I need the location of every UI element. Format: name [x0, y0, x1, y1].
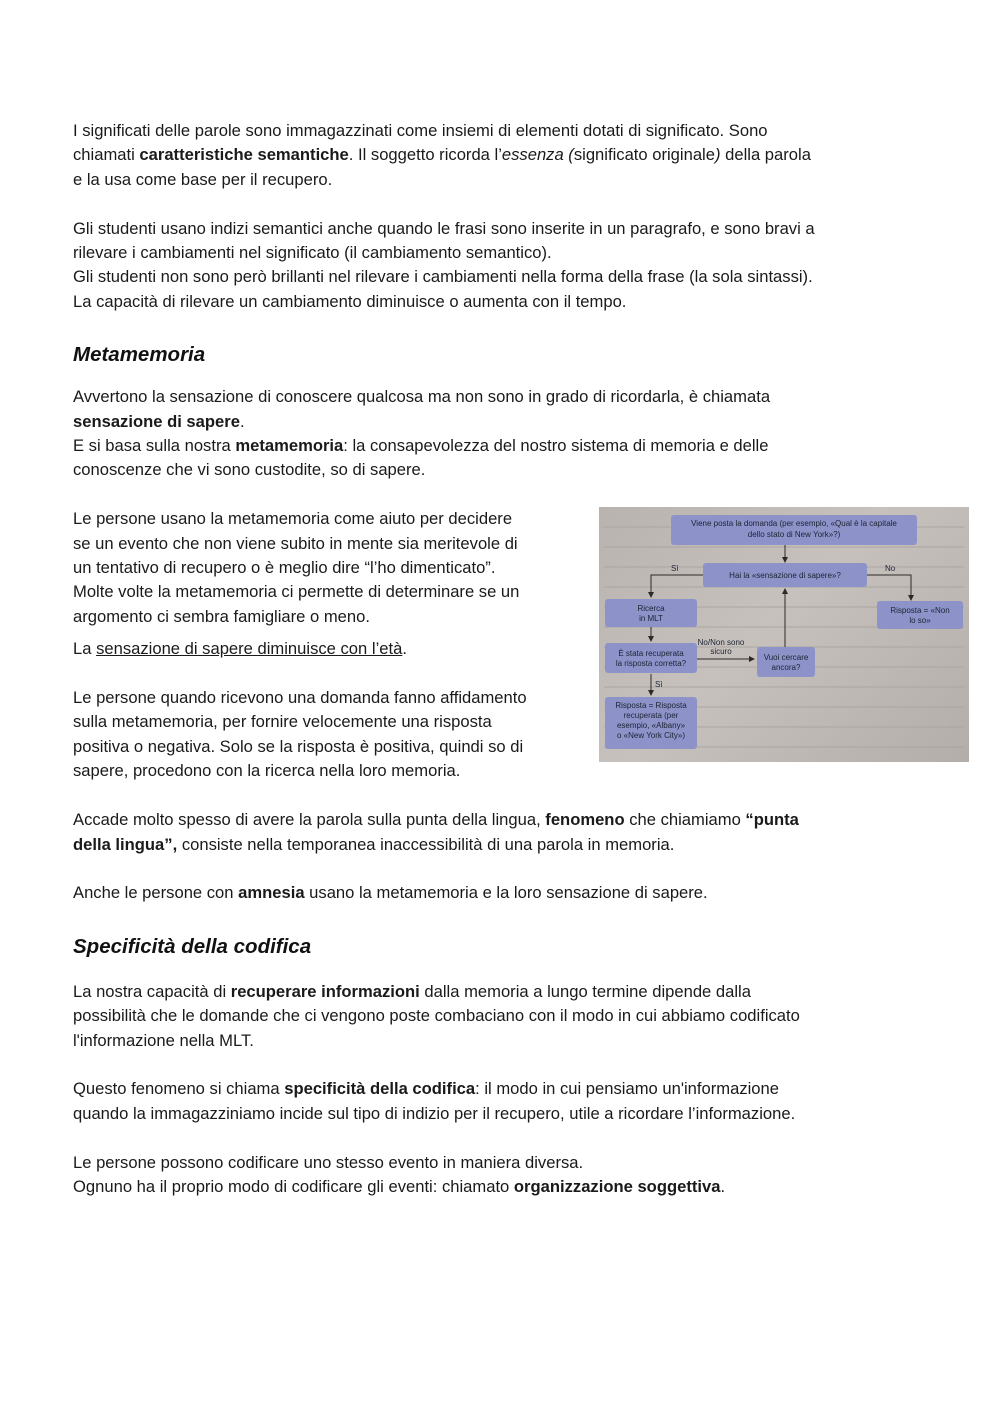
paragraph-encoding-specificity: Questo fenomeno si chiama specificità della codifica: il modo in cui pensiamo un'informazione quando la immagazziniamo incide sul tipo di indizio per il recupero, utile a ricordare l’informazione. — [73, 1079, 796, 1123]
svg-text:Sì — [671, 564, 679, 573]
svg-text:No/Non sono — [698, 638, 745, 647]
flowchart-svg — [599, 507, 969, 762]
no-label: No — [885, 564, 896, 574]
paragraph-tip-of-tongue: Accade molto spesso di avere la parola sulla punta della lingua, fenomeno che chiamiamo “punta della lingua”, consiste nella temporanea inaccessibilità di una parola in memoria. — [73, 810, 799, 854]
svg-text:la risposta corretta?: la risposta corretta? — [615, 659, 687, 669]
paragraph-subjective-organization: Le persone possono codificare uno stesso evento in maniera diversa. Ognuno ha il proprio modo di codificare gli eventi: chiamato organizzazione soggettiva. — [73, 1152, 726, 1196]
feeling-of-knowing-label: Hai la «sensazione di sapere»? — [729, 571, 841, 581]
feeling-of-knowing-flowchart — [599, 507, 969, 762]
heading-specificita-codifica: Specificità della codifica — [73, 934, 312, 958]
svg-text:sicuro — [710, 647, 732, 656]
svg-text:Risposta = Risposta: Risposta = Risposta — [615, 701, 687, 711]
paragraph-semantic-features: I significati delle parole sono immagazzinati come insiemi di elementi dotati di significato. Sono chiamati caratteristiche semantiche. Il soggetto ricorda l’essenza (significato originale) della parola e la usa come base per il recupero. — [73, 121, 811, 189]
yes-label-2: Sì — [655, 680, 663, 690]
svg-text:Hai la «sensazione di sapere»? — [729, 571, 841, 580]
paragraph-age-decline: La sensazione di sapere diminuisce con l’età. — [73, 639, 407, 659]
svg-text:Sì — [655, 680, 663, 689]
paragraph-retrieval: La nostra capacità di recuperare informazioni dalla memoria a lungo termine dipende dalla possibilità che le domande che ci vengono poste combaciano con il modo in cui abbiamo codificato l'informazione nella MLT. — [73, 981, 800, 1050]
paragraph-metamemory-decision: Le persone usano la metamemoria come aiuto per decidere se un evento che non viene subito in mente sia meritevole di un tentativo di recupero o è meglio dire “l’ho dimenticato”. Molte volte la metamemoria ci permette di determinare se un argomento ci sembra famigliare o meno. — [73, 509, 520, 626]
unsure-label-line1: No/Non sono — [697, 638, 745, 648]
svg-text:o «New York City»): o «New York City») — [616, 731, 686, 741]
svg-text:in MLT: in MLT — [639, 614, 663, 624]
svg-text:Vuoi cercare: Vuoi cercare — [763, 653, 809, 663]
term-metamemoria: metamemoria — [235, 436, 344, 456]
svg-text:recuperata (per: recuperata (per — [623, 711, 679, 721]
svg-text:Risposta = «Non: Risposta = «Non — [890, 606, 950, 616]
try-again-box — [757, 647, 815, 677]
heading-metamemoria: Metamemoria — [73, 343, 206, 367]
retrieved-check-box — [605, 643, 697, 673]
term-caratteristiche-semantiche: caratteristiche semantiche — [139, 145, 349, 165]
paragraph-amnesia: Anche le persone con amnesia usano la metamemoria e la loro sensazione di sapere. — [73, 883, 708, 903]
unsure-label-line2: sicuro — [710, 647, 732, 657]
svg-text:No — [885, 564, 896, 573]
svg-text:Ricerca: Ricerca — [637, 604, 665, 614]
svg-text:esempio, «Albany»: esempio, «Albany» — [616, 721, 686, 731]
paragraph-feeling-of-knowing: Avvertono la sensazione di conoscere qualcosa ma non sono in grado di ricordarla, è chiamata sensazione di sapere. E si basa sulla nostra metamemoria: la consapevolezza del nostro sistema di memoria e delle conoscenze che vi sono custodite, so di sapere. — [73, 387, 771, 480]
term-sensazione-di-sapere: sensazione di sapere — [73, 411, 240, 431]
paragraph-question-answer: Le persone quando ricevono una domanda fanno affidamento sulla metamemoria, per fornire velocemente una risposta positiva o negativa. Solo se la risposta è positiva, quindi so di sapere, procedono con la ricerca nella loro memoria. — [73, 688, 527, 781]
question-box-line2: dello stato di New York»?) — [747, 530, 841, 540]
paragraph-semantic-cues: Gli studenti usano indizi semantici anche quando le frasi sono inserite in un paragrafo, e sono bravi a rilevare i cambiamenti nel significato (il cambiamento semantico). Gli studenti non sono però brillanti nel rilevare i cambiamenti nella forma della frase (la sola sintassi). La capacità di rilevare un cambiamento diminuisce o aumenta con il tempo. — [73, 218, 815, 311]
yes-label: Sì — [671, 564, 679, 574]
svg-text:È stata recuperata: È stata recuperata — [618, 649, 684, 659]
document-body — [73, 119, 950, 1199]
metamemory-section-with-figure — [73, 507, 950, 783]
svg-text:ancora?: ancora? — [771, 663, 801, 673]
question-box-line1: Viene posta la domanda (per esempio, «Qual è la capitale — [691, 519, 897, 529]
svg-text:dello stato di New York»?) — [748, 530, 841, 539]
svg-text:lo so»: lo so» — [909, 616, 931, 626]
svg-text:Viene posta la domanda (per es — [691, 519, 897, 528]
